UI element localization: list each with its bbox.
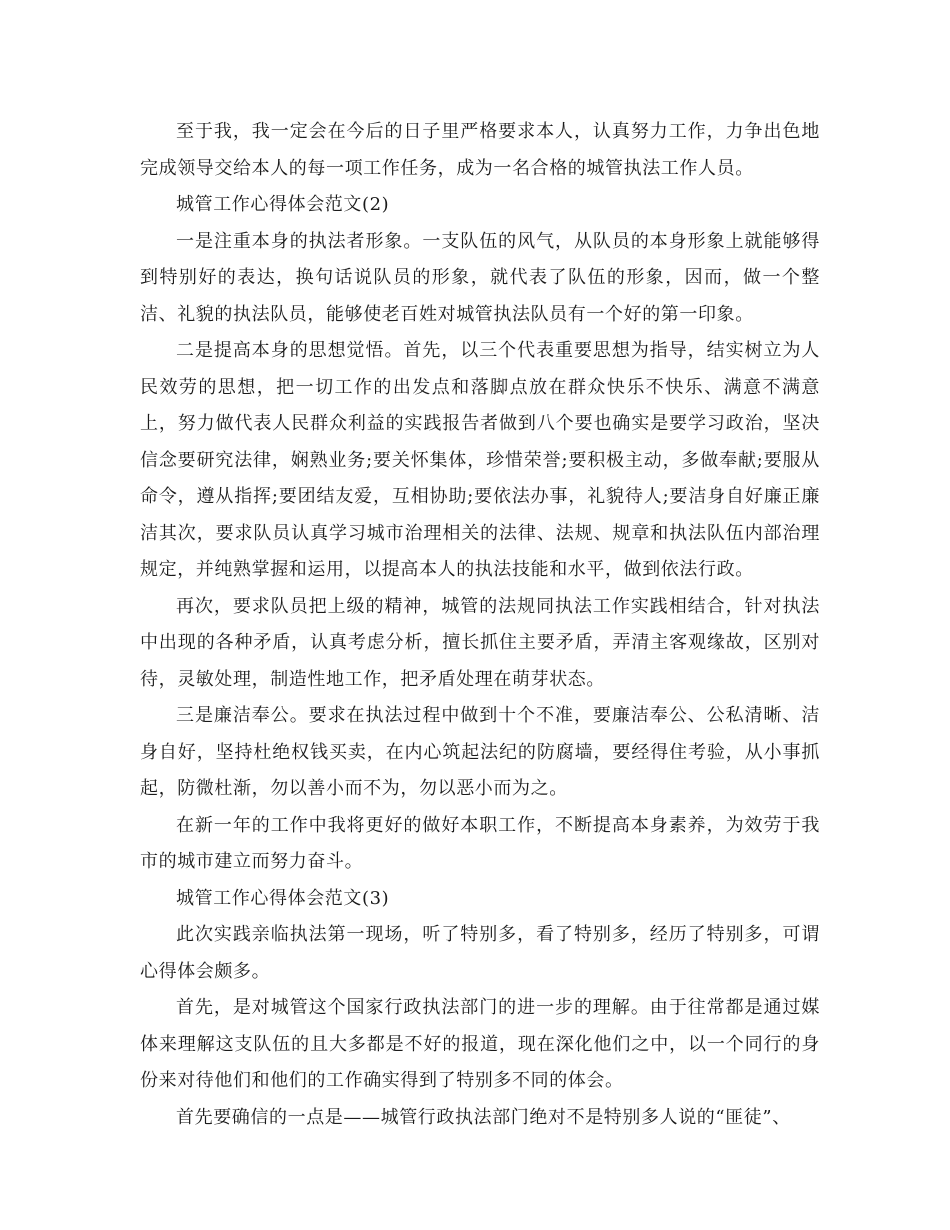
section-heading-3: 城管工作心得体会范文(3) (176, 887, 390, 909)
paragraph-again: 再次，要求队员把上级的精神，城管的法规同执法工作实践相结合，针对执法中出现的各种矛盾，认真考虑分析，擅长抓住主要矛盾，弄清主客观缘故，区别对待，灵敏处理，制造性地工作，把矛盾处理在萌芽状态。 (140, 595, 820, 690)
paragraph-self-commitment: 至于我，我一定会在今后的日子里严格要求本人，认真努力工作，力争出色地完成领导交给本人的每一项工作任务，成为一名合格的城管执法工作人员。 (140, 121, 820, 179)
paragraph-awareness: 二是提高本身的思想觉悟。首先，以三个代表重要思想为指导，结实树立为人民效劳的思想，把一切工作的出发点和落脚点放在群众快乐不快乐、满意不满意上，努力做代表人民群众利益的实践报告者做到八个要也确实是要学习政治，坚决信念要研究法律，娴熟业务;要关怀集体，珍惜荣誉;要积极主动，多做奉献;要服从命令，遵从指挥;要团结友爱，互相协助;要依法办事，礼貌待人;要洁身自好廉正廉洁其次，要求队员认真学习城市治理相关的法律、法规、规章和执法队伍内部治理规定，并纯熟掌握和运用，以提高本人的执法技能和水平，做到依法行政。 (140, 340, 820, 580)
paragraph-practice: 此次实践亲临执法第一现场，听了特别多，看了特别多，经历了特别多，可谓心得体会颇多。 (140, 924, 820, 982)
section-heading-2: 城管工作心得体会范文(2) (176, 194, 390, 215)
document-body (140, 114, 820, 1136)
paragraph-new-year: 在新一年的工作中我将更好的做好本职工作，不断提高本身素养，为效劳于我市的城市建立而努力奋斗。 (140, 814, 820, 872)
paragraph-understanding: 首先，是对城管这个国家行政执法部门的进一步的理解。由于往常都是通过媒体来理解这支队伍的且大多都是不好的报道，现在深化他们之中，以一个同行的身份来对待他们和他们的工作确实得到了特别多不同的体会。 (140, 997, 820, 1091)
paragraph-image: 一是注重本身的执法者形象。一支队伍的风气，从队员的本身形象上就能够得到特别好的表达，换句话说队员的形象，就代表了队伍的形象，因而，做一个整洁、礼貌的执法队员，能够使老百姓对城管执法队员有一个好的第一印象。 (140, 230, 820, 325)
paragraph-integrity: 三是廉洁奉公。要求在执法过程中做到十个不准，要廉洁奉公、公私清晰、洁身自好，坚持杜绝权钱买卖，在内心筑起法纪的防腐墙，要经得住考验，从小事抓起，防微杜渐，勿以善小而不为，勿以恶小而为之。 (140, 705, 820, 799)
paragraph-confirm: 首先要确信的一点是——城管行政执法部门绝对不是特别多人说的“匪徒”、 (176, 1106, 791, 1128)
